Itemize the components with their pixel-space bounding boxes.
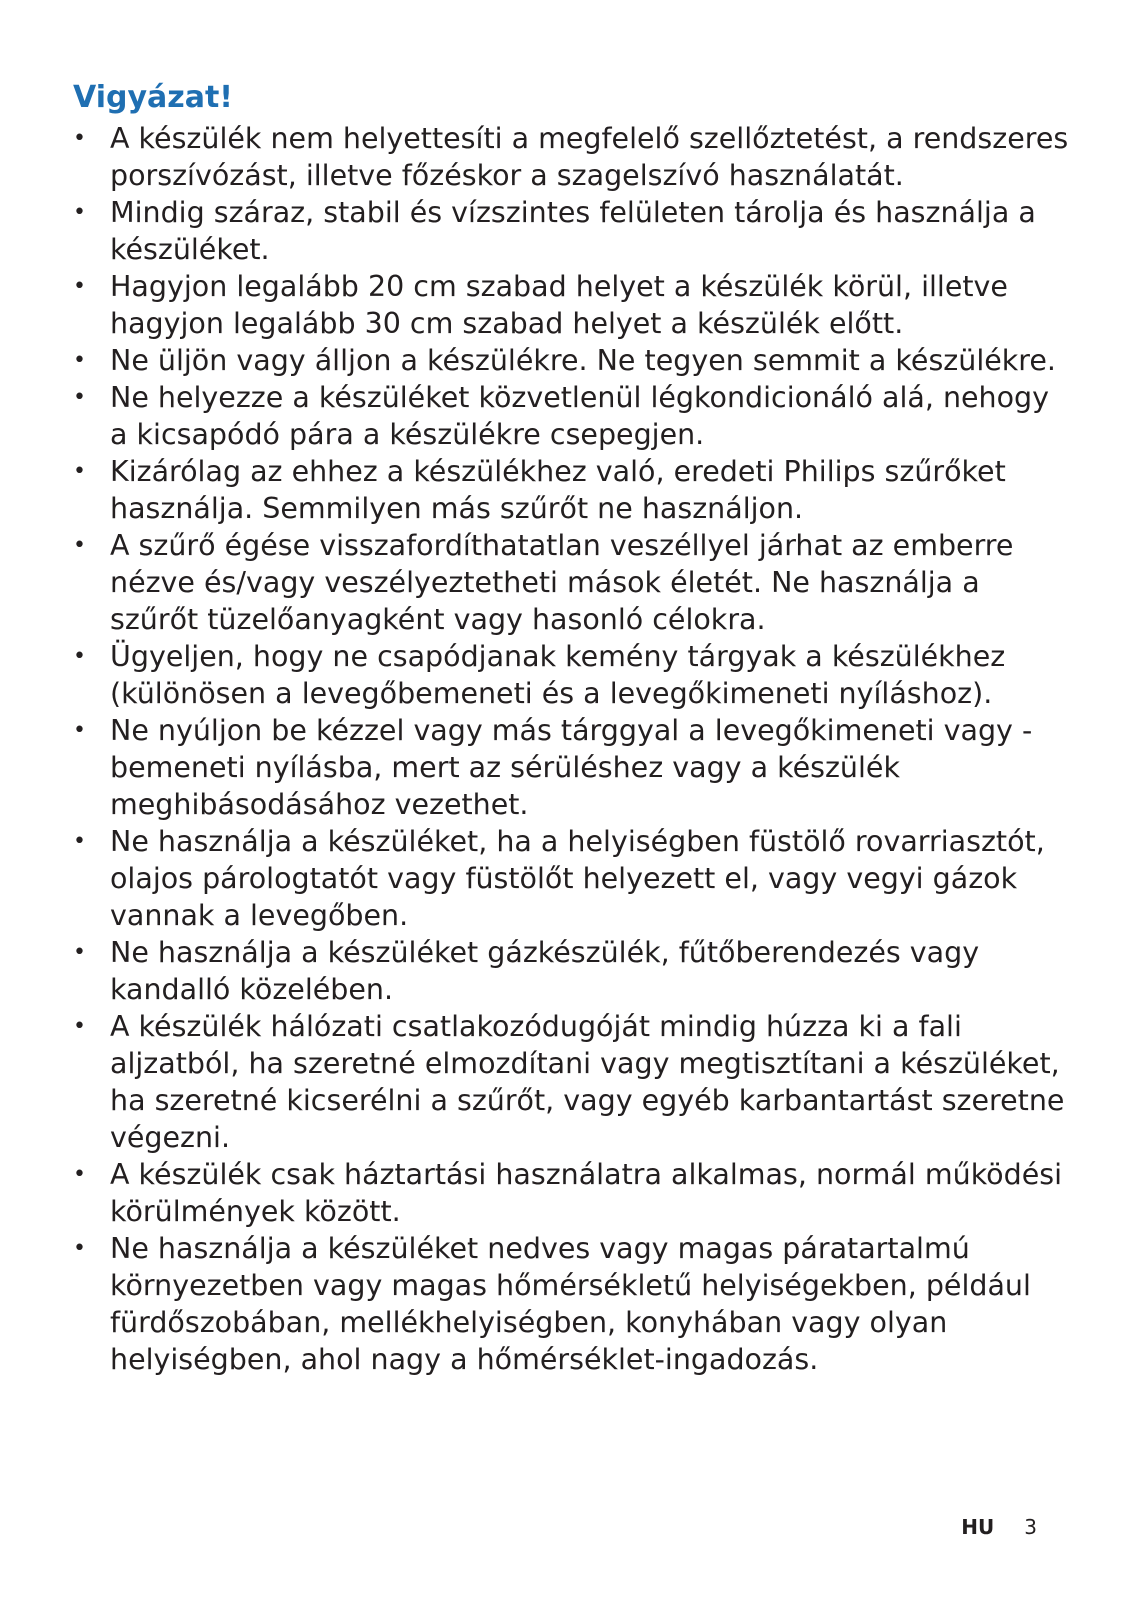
page-number: 3 xyxy=(1024,1515,1037,1539)
bullet-icon: • xyxy=(73,533,86,558)
bullet-icon: • xyxy=(73,940,86,965)
list-item xyxy=(73,638,1073,712)
list-item-text: Ne használja a készüléket, ha a helyiségben füstölő rovarriasztót, olajos párologtatót vagy füstölőt helyezett el, vagy vegyi gázok vannak a levegőben. xyxy=(110,825,1045,932)
bullet-icon: • xyxy=(73,459,86,484)
bullet-icon: • xyxy=(73,385,86,410)
bullet-icon: • xyxy=(73,348,86,373)
list-item-text: Hagyjon legalább 20 cm szabad helyet a készülék körül, illetve hagyjon legalább 30 cm szabad helyet a készülék előtt. xyxy=(110,270,1008,340)
list-item xyxy=(73,268,1073,342)
bullet-icon: • xyxy=(73,200,86,225)
list-item xyxy=(73,823,1073,934)
bullet-icon: • xyxy=(73,1162,86,1187)
list-item xyxy=(73,712,1073,823)
bullet-icon: • xyxy=(73,644,86,669)
list-item-text: Ne használja a készüléket gázkészülék, fűtőberendezés vagy kandalló közelében. xyxy=(110,936,980,1006)
bullet-icon: • xyxy=(73,1236,86,1261)
language-code: HU xyxy=(961,1515,995,1539)
bullet-icon: • xyxy=(73,718,86,743)
list-item-text: A szűrő égése visszafordíthatatlan veszéllyel járhat az emberre nézve és/vagy veszélyeztetheti mások életét. Ne használja a szűrőt tüzelőanyagként vagy hasonló célokra. xyxy=(110,529,1014,636)
list-item-text: Ne használja a készüléket nedves vagy magas páratartalmú környezetben vagy magas hőmérsékletű helyiségekben, például fürdőszobában, mellékhelyiségben, konyhában vagy olyan helyiségben, ahol nagy a hőmérséklet-ingadozás. xyxy=(110,1232,1031,1376)
list-item xyxy=(73,934,1073,1008)
list-item-text: Ne üljön vagy álljon a készülékre. Ne tegyen semmit a készülékre. xyxy=(110,344,1056,377)
list-item-text: A készülék hálózati csatlakozódugóját mindig húzza ki a fali aljzatból, ha szeretné elmozdítani vagy megtisztítani a készüléket, ha szeretné kicserélni a szűrőt, vagy egyéb karbantartást szeretne végezni. xyxy=(110,1010,1065,1154)
bullet-icon: • xyxy=(73,829,86,854)
list-item-text: Mindig száraz, stabil és vízszintes felületen tárolja és használja a készüléket. xyxy=(110,196,1036,266)
list-item-text: A készülék nem helyettesíti a megfelelő szellőztetést, a rendszeres porszívózást, illetve főzéskor a szagelszívó használatát. xyxy=(110,122,1069,192)
list-item-text: Ne helyezze a készüléket közvetlenül légkondicionáló alá, nehogy a kicsapódó pára a készülékre csepegjen. xyxy=(110,381,1050,451)
list-item xyxy=(73,342,1073,379)
warning-list xyxy=(73,120,1073,1378)
list-item xyxy=(73,194,1073,268)
list-item xyxy=(73,1230,1073,1378)
list-item xyxy=(73,120,1073,194)
bullet-icon: • xyxy=(73,1014,86,1039)
bullet-icon: • xyxy=(73,274,86,299)
list-item xyxy=(73,379,1073,453)
warning-heading: Vigyázat! xyxy=(73,80,233,115)
list-item-text: Ügyeljen, hogy ne csapódjanak kemény tárgyak a készülékhez (különösen a levegőbemeneti és a levegőkimeneti nyíláshoz). xyxy=(110,640,1006,710)
list-item xyxy=(73,1156,1073,1230)
list-item-text: A készülék csak háztartási használatra alkalmas, normál működési körülmények között. xyxy=(110,1158,1063,1228)
page-footer xyxy=(961,1515,1037,1539)
bullet-icon: • xyxy=(73,126,86,151)
list-item xyxy=(73,1008,1073,1156)
list-item-text: Ne nyúljon be kézzel vagy más tárggyal a levegőkimeneti vagy -bemeneti nyílásba, mert az sérüléshez vagy a készülék meghibásodásához vezethet. xyxy=(110,714,1033,821)
list-item-text: Kizárólag az ehhez a készülékhez való, eredeti Philips szűrőket használja. Semmilyen más szűrőt ne használjon. xyxy=(110,455,1006,525)
list-item xyxy=(73,527,1073,638)
list-item xyxy=(73,453,1073,527)
